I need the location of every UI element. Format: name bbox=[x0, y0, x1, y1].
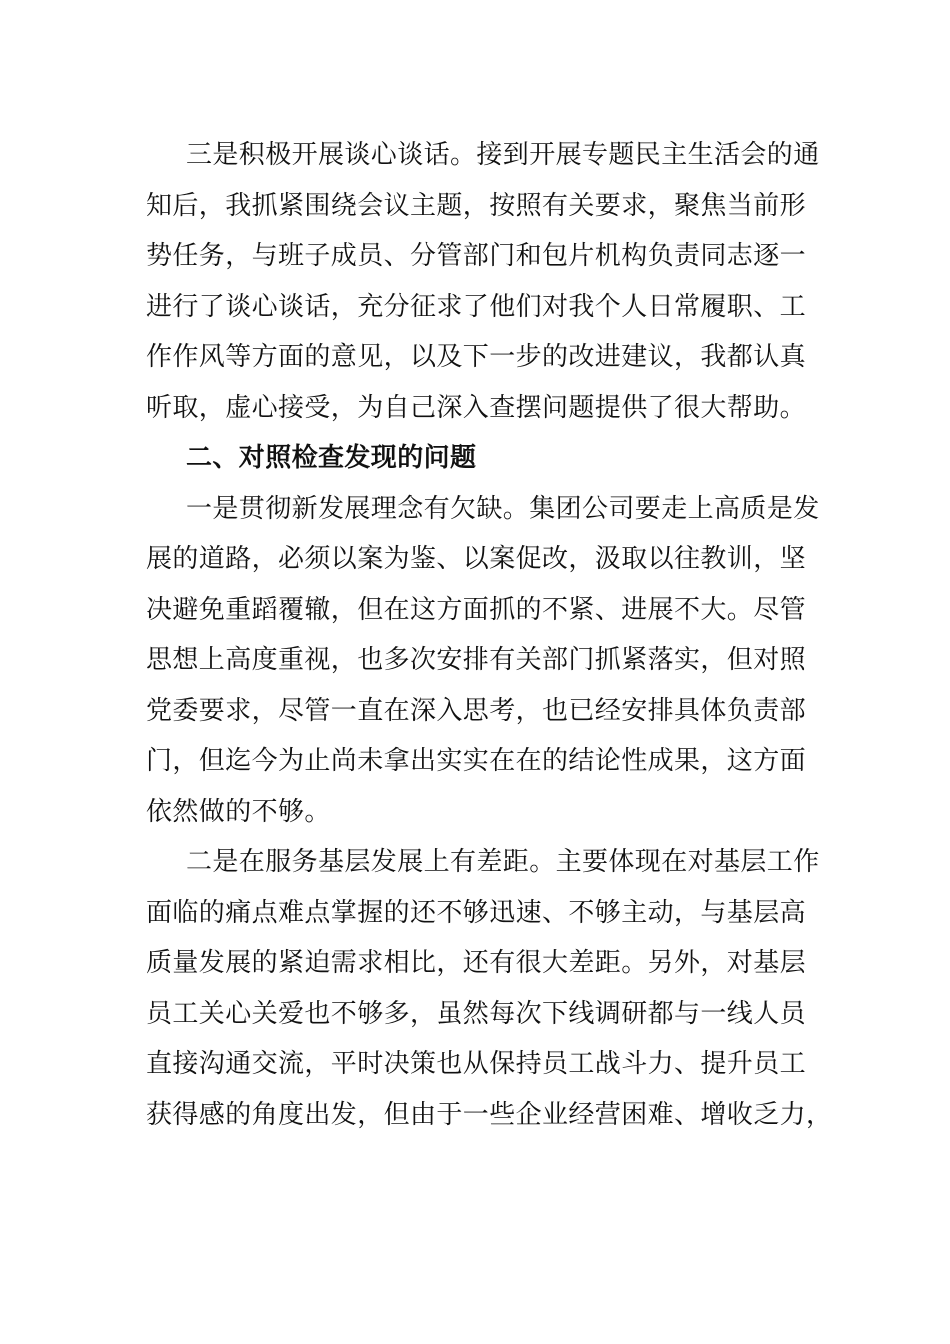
text-line: 依然做的不够。 bbox=[146, 796, 331, 827]
text-line: 展的道路，必须以案为鉴、以案促改，汲取以往教训，坚 bbox=[146, 544, 807, 574]
paragraph-grassroots-service bbox=[146, 837, 833, 1140]
section-heading bbox=[146, 433, 806, 484]
text-line: 获得感的角度出发，但由于一些企业经营困难、增收乏力， bbox=[146, 1099, 833, 1130]
text-line: 质量发展的紧迫需求相比，还有很大差距。另外，对基层 bbox=[146, 948, 807, 978]
paragraph-new-development-concept bbox=[146, 484, 820, 838]
text-line: 员工关心关爱也不够多，虽然每次下线调研都与一线人员 bbox=[146, 998, 807, 1029]
text-line: 决避免重蹈覆辙，但在这方面抓的不紧、进展不大。尽管 bbox=[146, 594, 807, 625]
text-line: 一是贯彻新发展理念有欠缺。集团公司要走上高质是发 bbox=[186, 493, 820, 524]
document-body bbox=[146, 130, 833, 1140]
text-line: 门，但迄今为止尚未拿出实实在在的结论性成果，这方面 bbox=[146, 746, 807, 776]
text-line: 进行了谈心谈话，充分征求了他们对我个人日常履职、工 bbox=[146, 291, 807, 322]
section-heading-text: 二、对照检查发现的问题 bbox=[186, 443, 477, 473]
text-line: 作作风等方面的意见，以及下一步的改进建议，我都认真 bbox=[146, 342, 807, 372]
text-line: 思想上高度重视，也多次安排有关部门抓紧落实，但对照 bbox=[146, 645, 807, 675]
text-line: 知后，我抓紧围绕会议主题，按照有关要求，聚焦当前形 bbox=[146, 190, 807, 221]
text-line: 三是积极开展谈心谈话。接到开展专题民主生活会的通 bbox=[186, 140, 820, 170]
text-line: 面临的痛点难点掌握的还不够迅速、不够主动，与基层高 bbox=[146, 897, 807, 928]
text-line: 党委要求，尽管一直在深入思考，也已经安排具体负责部 bbox=[146, 695, 807, 726]
text-line: 直接沟通交流，平时决策也从保持员工战斗力、提升员工 bbox=[146, 1049, 807, 1079]
text-line: 听取，虚心接受，为自己深入查摆问题提供了很大帮助。 bbox=[146, 392, 807, 423]
text-line: 二是在服务基层发展上有差距。主要体现在对基层工作 bbox=[186, 847, 820, 877]
text-line: 势任务，与班子成员、分管部门和包片机构负责同志逐一 bbox=[146, 241, 807, 271]
paragraph-talk-sessions bbox=[146, 130, 820, 433]
